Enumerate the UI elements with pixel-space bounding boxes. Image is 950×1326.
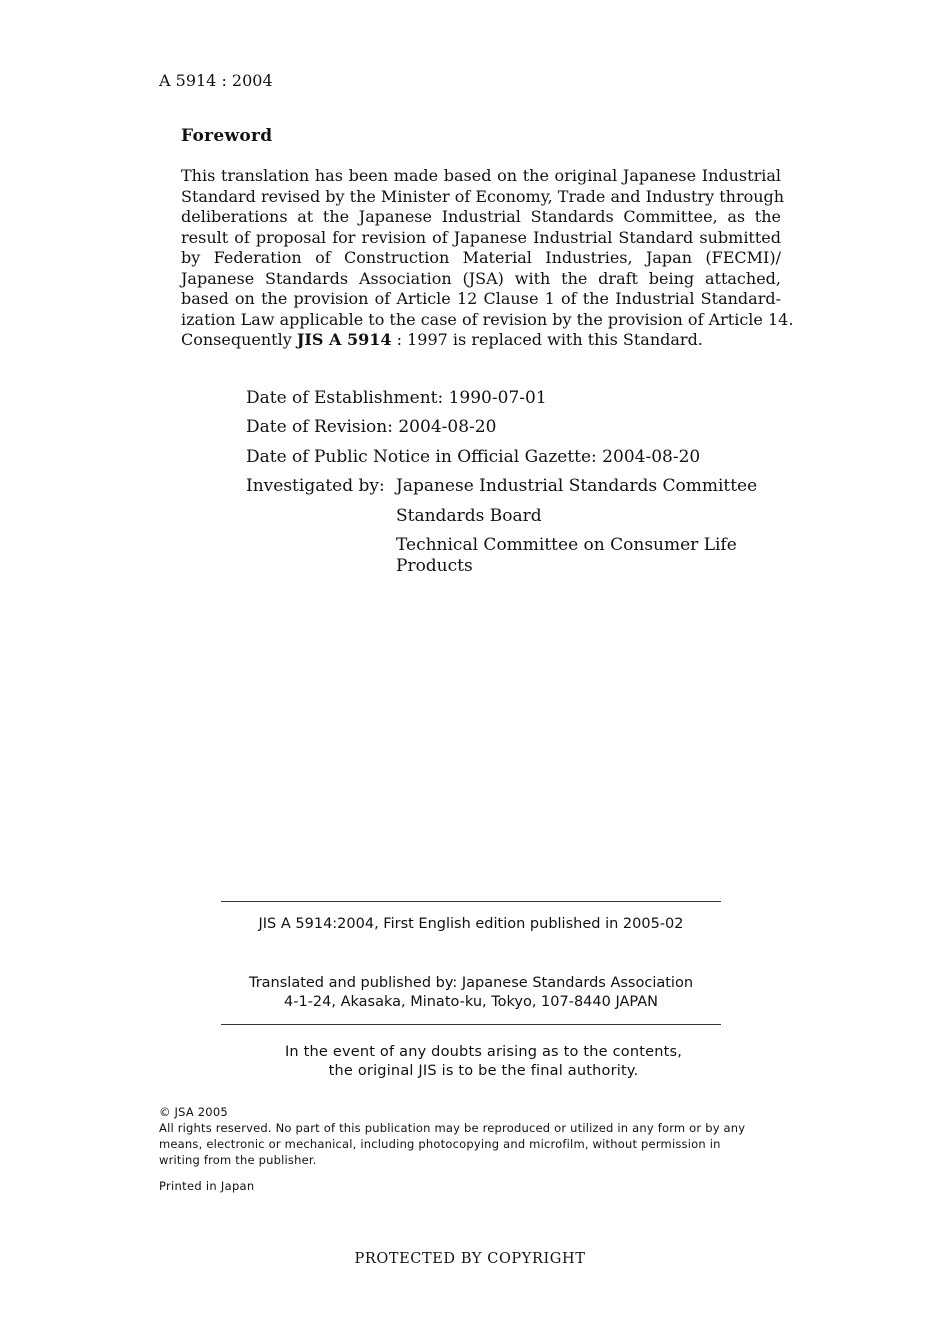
foreword-line: Standard revised by the Minister of Economy, Trade and Industry through — [181, 186, 785, 206]
publisher-block — [221, 974, 721, 1012]
standard-reference: JIS A 5914 — [296, 330, 392, 349]
foreword-line: result of proposal for revision of Japanese Industrial Standard submitted — [181, 227, 781, 247]
printed-in: Printed in Japan — [159, 1179, 255, 1193]
investigated-label: Investigated by: — [246, 476, 385, 496]
publisher-line: Translated and published by: Japanese Standards Association — [248, 975, 694, 991]
foreword-line: Japanese Standards Association (JSA) with the draft being attached, — [181, 268, 781, 288]
foreword-paragraph — [181, 166, 794, 351]
copyright-notice: © JSA 2005 — [159, 1105, 228, 1119]
rights-line: means, electronic or mechanical, including photocopying and microfilm, without permission in — [159, 1137, 721, 1151]
investigator-committee: Japanese Industrial Standards Committee — [396, 476, 758, 496]
investigator-technical-committee: Technical Committee on Consumer Life — [396, 535, 737, 555]
foreword-last-prefix: Consequently — [181, 330, 297, 349]
foreword-title: Foreword — [181, 126, 273, 146]
authority-line-1: In the event of any doubts arising as to the contents, — [284, 1044, 683, 1060]
rights-line: All rights reserved. No part of this publication may be reproduced or utilized in any form or by any — [159, 1121, 746, 1135]
foreword-last-line — [181, 330, 781, 351]
document-code: A 5914 : 2004 — [159, 71, 273, 90]
foreword-line: deliberations at the Japanese Industrial Standards Committee, as the — [181, 207, 781, 226]
investigator-technical-committee-cont: Products — [396, 556, 473, 576]
date-revision: Date of Revision: 2004-08-20 — [246, 417, 497, 437]
foreword-last-suffix: : 1997 is replaced with this Standard. — [391, 330, 703, 349]
foreword-line: by Federation of Construction Material Industries, Japan (FECMI)/ — [181, 248, 781, 267]
protected-footer: PROTECTED BY COPYRIGHT — [354, 1251, 586, 1267]
edition-line: JIS A 5914:2004, First English edition published in 2005-02 — [258, 916, 684, 932]
foreword-line: ization Law applicable to the case of revision by the provision of Article 14. — [181, 309, 794, 329]
divider-top — [221, 901, 721, 902]
authority-line-2: the original JIS is to be the final authority. — [328, 1063, 639, 1079]
investigator-board: Standards Board — [396, 506, 542, 526]
address-line: 4-1-24, Akasaka, Minato-ku, Tokyo, 107-8440 JAPAN — [283, 994, 658, 1010]
foreword-line: This translation has been made based on the original Japanese Industrial — [181, 166, 781, 185]
date-establishment: Date of Establishment: 1990-07-01 — [246, 388, 547, 408]
copyright-block — [159, 1104, 784, 1168]
rights-line: writing from the publisher. — [159, 1153, 317, 1167]
authority-block — [221, 1043, 746, 1081]
foreword-line: based on the provision of Article 12 Clause 1 of the Industrial Standard- — [181, 289, 781, 308]
divider-bottom — [221, 1024, 721, 1025]
date-public-notice: Date of Public Notice in Official Gazette: 2004-08-20 — [246, 447, 701, 467]
